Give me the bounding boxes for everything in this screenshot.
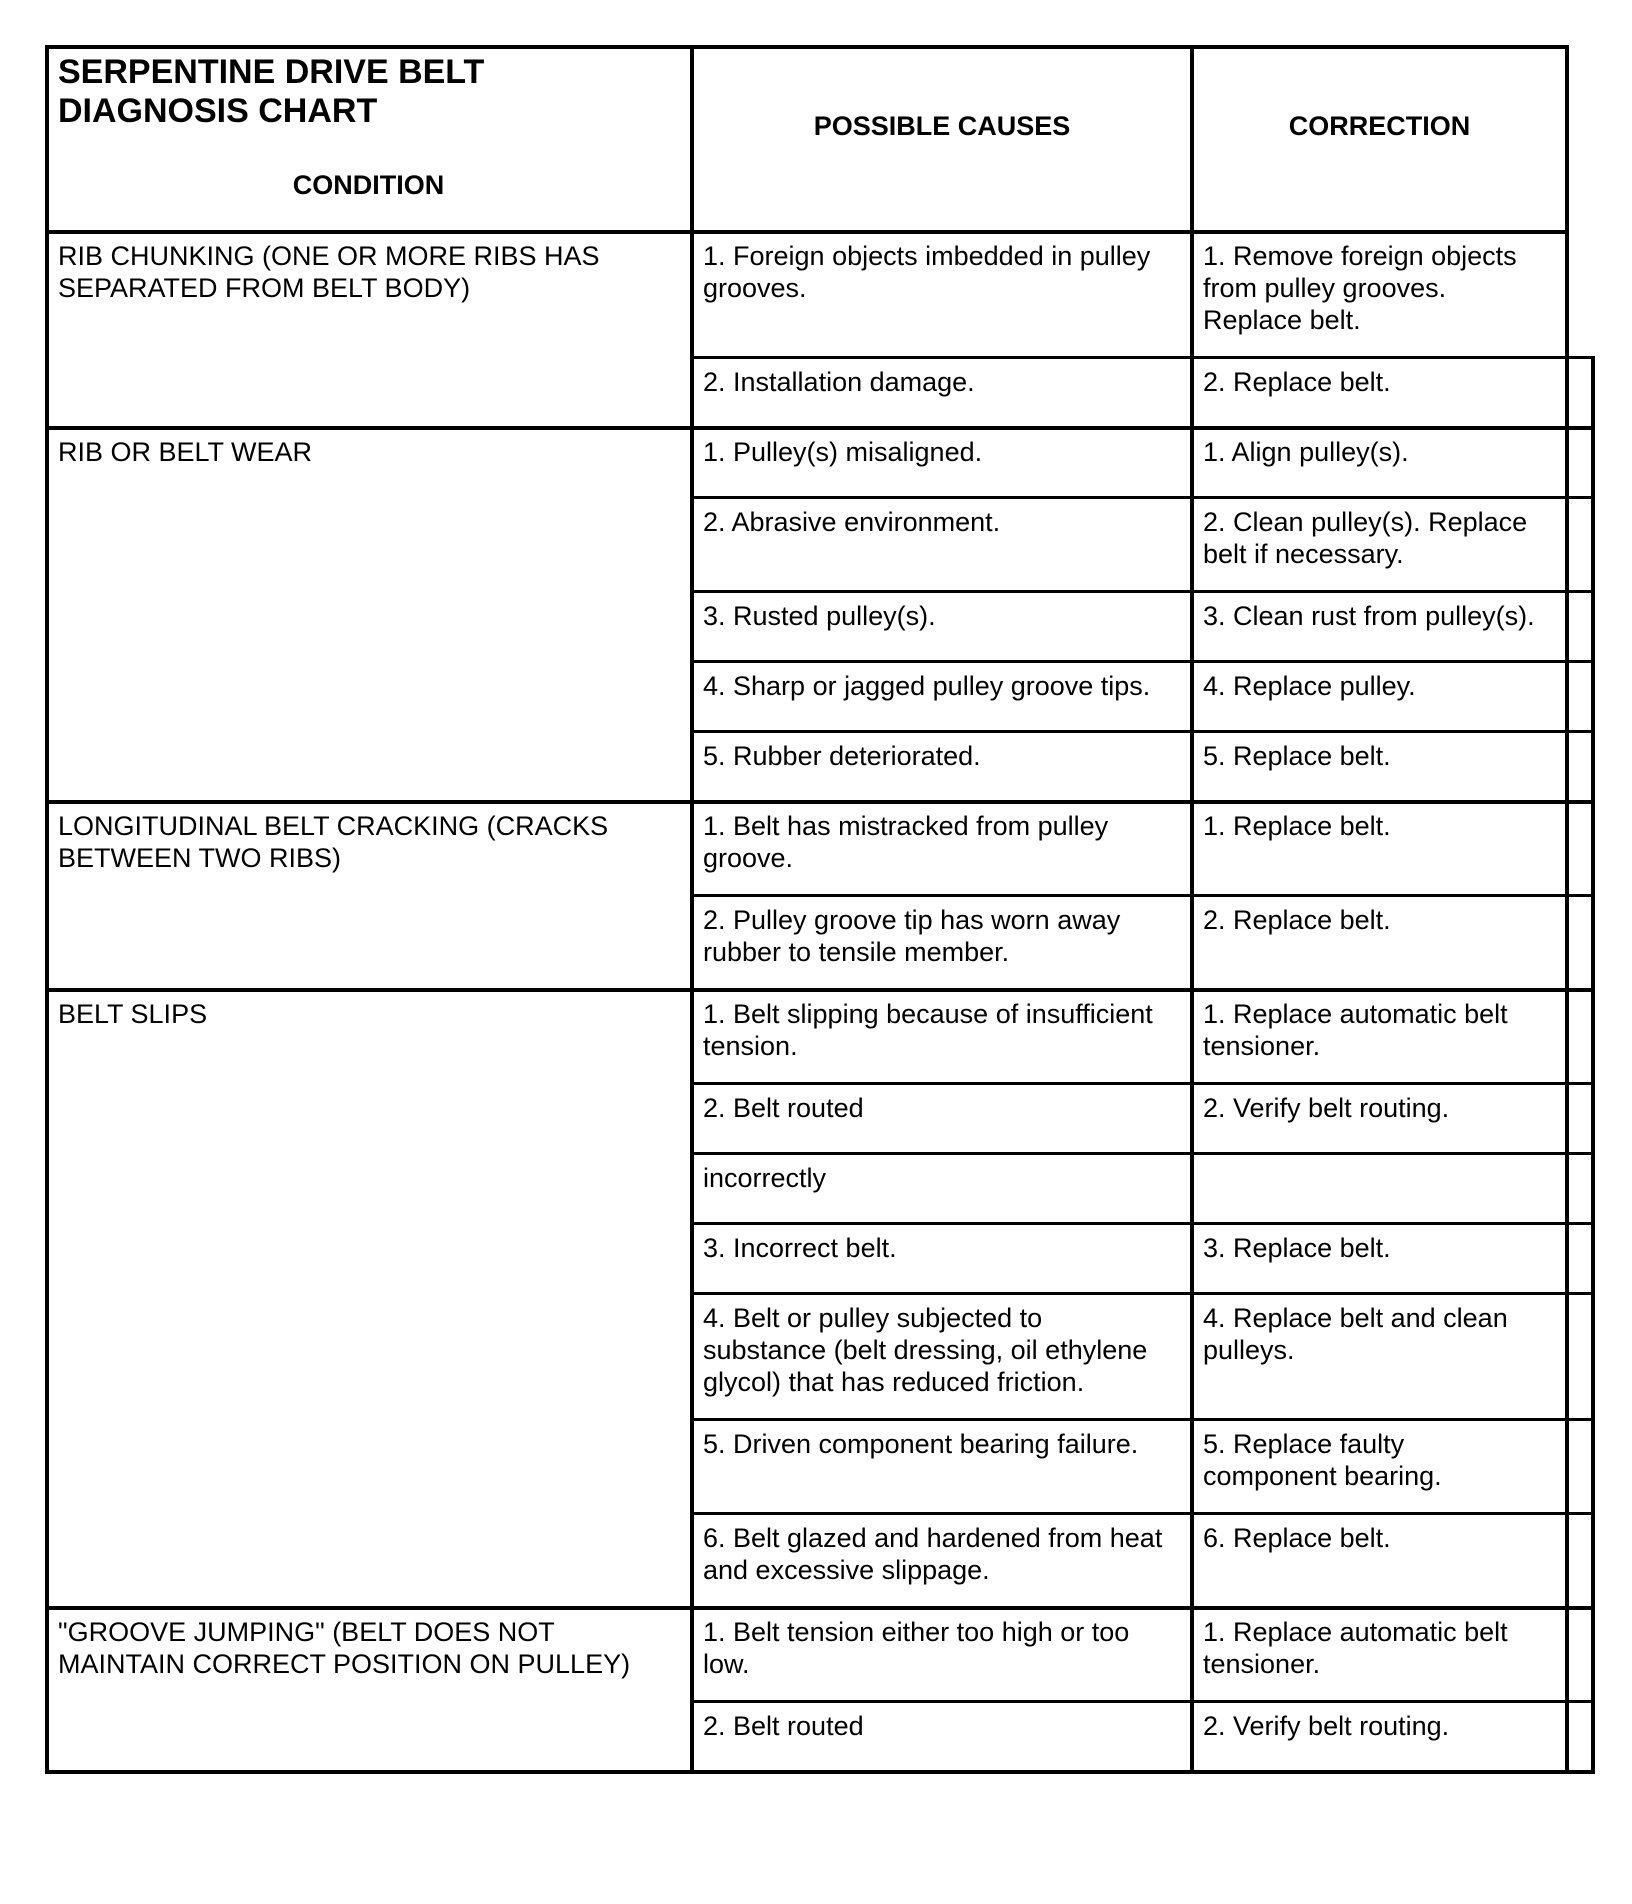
cause-cell: 5. Driven component bearing failure. [703,1429,1139,1459]
diagnosis-chart [45,45,1595,1853]
cause-cell: incorrectly [703,1163,827,1193]
cause-cell: 2. Pulley groove tip has worn away rubber to tensile member. [703,905,1121,967]
row-divider [692,496,1595,499]
condition-cell: LONGITUDINAL BELT CRACKING (CRACKS BETWEEN TWO RIBS) [58,811,609,873]
condition-cell: BELT SLIPS [58,999,208,1029]
cause-cell: 2. Installation damage. [703,367,975,397]
cause-cell: 6. Belt glazed and hardened from heat and excessive slippage. [703,1523,1163,1585]
group-divider [45,800,1595,804]
header-correction: CORRECTION [1288,111,1471,141]
cause-cell: 4. Belt or pulley subjected to substance (belt dressing, oil ethylene glycol) that has reduced friction. [703,1303,1148,1397]
row-divider [692,1700,1595,1703]
condition-cell: RIB CHUNKING (ONE OR MORE RIBS HAS SEPARATED FROM BELT BODY) [58,241,600,303]
col-divider-3 [1565,45,1569,1774]
correction-cell: 2. Replace belt. [1203,367,1391,397]
correction-cell: 4. Replace pulley. [1203,671,1416,701]
row-divider [692,1082,1595,1085]
cause-cell: 4. Sharp or jagged pulley groove tips. [703,671,1151,701]
correction-cell: 5. Replace faulty component bearing. [1203,1429,1442,1491]
row-divider [692,590,1595,593]
row-divider [692,1418,1595,1421]
cause-cell: 1. Belt tension either too high or too low. [703,1617,1130,1679]
cause-cell: 3. Rusted pulley(s). [703,601,936,631]
correction-cell: 2. Clean pulley(s). Replace belt if necessary. [1203,507,1528,569]
cause-cell: 3. Incorrect belt. [703,1233,897,1263]
row-divider [692,1512,1595,1515]
row-divider [692,730,1595,733]
chart-title: SERPENTINE DRIVE BELT DIAGNOSIS CHART [58,53,485,130]
cause-cell: 5. Rubber deteriorated. [703,741,981,771]
cause-cell: 1. Foreign objects imbedded in pulley grooves. [703,241,1151,303]
correction-cell: 1. Replace belt. [1203,811,1391,841]
group-divider [45,1770,1595,1774]
correction-cell: 3. Clean rust from pulley(s). [1203,601,1535,631]
correction-cell: 2. Replace belt. [1203,905,1391,935]
frame-top [45,45,1569,49]
correction-cell: 6. Replace belt. [1203,1523,1391,1553]
group-divider [45,1606,1595,1610]
header-possible-causes: POSSIBLE CAUSES [813,111,1071,141]
correction-cell: 4. Replace belt and clean pulleys. [1203,1303,1508,1365]
col-divider-1 [690,45,694,1774]
row-divider [692,356,1595,359]
correction-cell: 1. Replace automatic belt tensioner. [1203,1617,1508,1679]
row-divider [692,894,1595,897]
condition-cell: "GROOVE JUMPING" (BELT DOES NOT MAINTAIN CORRECT POSITION ON PULLEY) [58,1617,631,1679]
correction-cell: 1. Align pulley(s). [1203,437,1409,467]
row-divider [692,1152,1595,1155]
cause-cell: 1. Pulley(s) misaligned. [703,437,983,467]
correction-cell: 2. Verify belt routing. [1203,1711,1450,1741]
cause-cell: 2. Belt routed [703,1711,864,1741]
correction-cell: 1. Remove foreign objects from pulley grooves. Replace belt. [1203,241,1517,335]
cause-cell: 1. Belt has mistracked from pulley groove. [703,811,1109,873]
condition-cell: RIB OR BELT WEAR [58,437,313,467]
correction-cell: 5. Replace belt. [1203,741,1391,771]
correction-cell: 3. Replace belt. [1203,1233,1391,1263]
cause-cell: 2. Abrasive environment. [703,507,1001,537]
frame-right [1591,356,1595,1774]
cause-cell: 1. Belt slipping because of insufficient tension. [703,999,1153,1061]
frame-left [45,45,49,1774]
row-divider [692,660,1595,663]
correction-cell: 1. Replace automatic belt tensioner. [1203,999,1508,1061]
group-divider [45,988,1595,992]
correction-cell: 2. Verify belt routing. [1203,1093,1450,1123]
header-condition: CONDITION [292,170,445,200]
row-divider [692,1222,1595,1225]
cause-cell: 2. Belt routed [703,1093,864,1123]
group-divider [45,426,1595,430]
header-bottom [45,230,1569,234]
col-divider-2 [1190,45,1194,1774]
row-divider [692,1292,1595,1295]
strip-top [1567,356,1595,359]
